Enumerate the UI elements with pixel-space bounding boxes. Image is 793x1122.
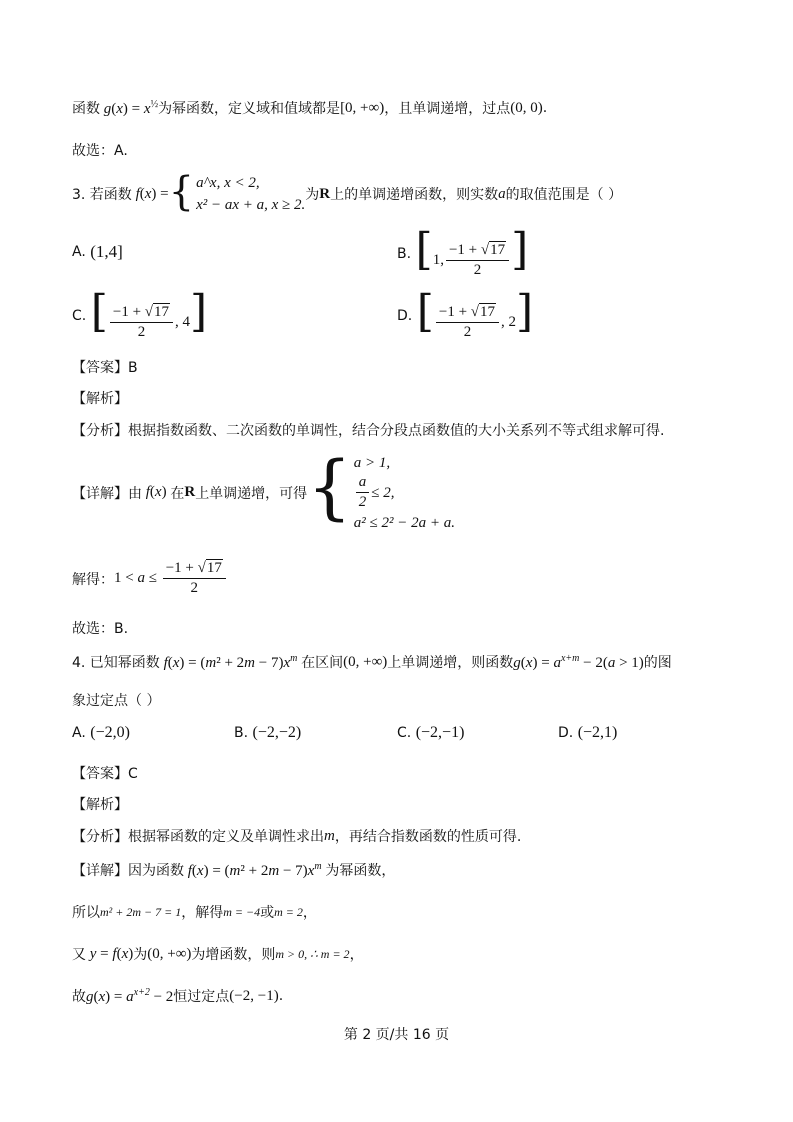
you-line bbox=[72, 944, 364, 964]
gu-line bbox=[72, 986, 283, 1006]
text: 为增函数，则 bbox=[191, 947, 276, 963]
analysis-heading-4: 【解析】 bbox=[72, 797, 128, 813]
solution-range: 1 < a ≤ $\frac{-1 + √17}{2}$ bbox=[114, 560, 228, 598]
root-2: m = 2 bbox=[274, 904, 303, 919]
question-4 bbox=[72, 652, 672, 672]
var-a: a bbox=[498, 185, 506, 202]
option-a bbox=[72, 242, 123, 262]
condition: m > 0, ∴ m = 2 bbox=[275, 946, 350, 961]
text: ，解得 bbox=[181, 905, 224, 921]
option-d bbox=[397, 286, 534, 341]
point: (0, 0) bbox=[510, 99, 543, 116]
option-d bbox=[558, 724, 617, 742]
text: 又 bbox=[72, 947, 86, 963]
text: ，再结合指数函数的性质可得. bbox=[334, 829, 522, 845]
interval: (0, +∞) bbox=[343, 653, 388, 670]
option-b bbox=[397, 224, 529, 279]
analysis-heading-3: 【解析】 bbox=[72, 391, 128, 407]
text: . bbox=[542, 100, 548, 116]
ineq-2: $\frac{a}{2}$ ≤ 2, bbox=[354, 474, 455, 512]
question-3 bbox=[72, 169, 623, 216]
text: 所以 bbox=[72, 905, 100, 921]
text: 【详解】因为函数 bbox=[72, 863, 184, 879]
text: ， bbox=[349, 947, 364, 963]
option-label: A. bbox=[72, 244, 86, 260]
interval: [0, +∞) bbox=[340, 99, 385, 116]
so-line bbox=[72, 902, 317, 922]
option-c bbox=[72, 286, 208, 341]
option-label: C. bbox=[72, 307, 87, 324]
analysis-3: 【分析】根据指数函数、二次函数的单调性，结合分段点函数值的大小关系列不等式组求解可得. bbox=[72, 423, 665, 439]
text: 为幂函数，定义域和值域都是 bbox=[158, 101, 341, 117]
text: 上的单调递增函数，则实数 bbox=[330, 187, 499, 203]
option-c bbox=[397, 724, 464, 742]
text: 的取值范围是（ ） bbox=[505, 187, 623, 203]
q3-number: 3. 若函数 bbox=[72, 187, 132, 203]
real-set: R bbox=[184, 484, 196, 501]
fx: f(x) bbox=[145, 484, 171, 501]
text: 为 bbox=[305, 187, 320, 203]
equation: m² + 2m − 7 = 1 bbox=[100, 904, 182, 919]
page-footer: 第 2 页/共 16 页 bbox=[343, 1027, 450, 1043]
option-value: (−2,−1) bbox=[415, 724, 465, 741]
text: 解得： bbox=[72, 571, 114, 588]
inequality-system: { a > 1, $\frac{a}{2}$ ≤ 2, a² ≤ 2² − 2a + a. bbox=[307, 452, 455, 534]
interval: (0, +∞) bbox=[147, 945, 192, 962]
var-m: m bbox=[324, 827, 335, 844]
y-fx: y = f(x) bbox=[89, 945, 134, 962]
option-label: D. bbox=[558, 725, 574, 741]
text: 在 bbox=[170, 485, 185, 502]
option-value: (−2,−2) bbox=[252, 724, 302, 741]
formula-g: $g(x) = x^{\frac{1}{2}}$ bbox=[103, 98, 159, 117]
question-4-line-2: 象过定点（ ） bbox=[72, 693, 161, 709]
detail-4 bbox=[72, 860, 395, 880]
text: . bbox=[278, 988, 284, 1004]
option-a bbox=[72, 724, 130, 742]
answer-3: 【答案】B bbox=[72, 360, 138, 376]
option-b bbox=[234, 724, 301, 742]
text: 上单调递增，则函数 bbox=[387, 655, 514, 671]
option-value: (−2,1) bbox=[577, 724, 618, 741]
text: 为 bbox=[133, 947, 148, 963]
option-label: B. bbox=[234, 725, 249, 741]
text: 函数 bbox=[72, 101, 100, 117]
text: 故 bbox=[72, 989, 86, 1005]
text: 为幂函数， bbox=[325, 863, 396, 879]
g-fn: $g(x) = a^{x+m} - 2(a > 1)$ bbox=[513, 652, 644, 671]
answer-4: 【答案】C bbox=[72, 766, 138, 782]
option-label: C. bbox=[397, 725, 412, 741]
fixed-point: (−2, −1) bbox=[229, 987, 279, 1004]
text: ，且单调递增，过点 bbox=[384, 101, 511, 117]
piecewise: { a^x, x < 2, x² − ax + a, x ≥ 2. bbox=[168, 169, 306, 215]
case-1: a^x, x < 2, bbox=[196, 175, 260, 191]
text: 恒过定点 bbox=[173, 989, 230, 1005]
case-2: x² − ax + a, x ≥ 2. bbox=[196, 197, 306, 213]
text-line-g-power bbox=[72, 98, 547, 118]
solution-3 bbox=[72, 560, 228, 598]
fx: f(x) = bbox=[135, 185, 169, 202]
ineq-3: a² ≤ 2² − 2a + a. bbox=[353, 514, 455, 531]
option-label: A. bbox=[72, 725, 86, 741]
text: ， bbox=[302, 905, 317, 921]
detail-3 bbox=[72, 446, 455, 534]
ineq-1: a > 1, bbox=[353, 455, 391, 471]
option-value: (−2,0) bbox=[90, 724, 130, 741]
option-value: [1, $\frac{-1 + √17}{2}$ ] bbox=[415, 224, 529, 279]
option-label: D. bbox=[397, 307, 413, 324]
text: 或 bbox=[260, 905, 275, 921]
option-value: (1,4] bbox=[90, 242, 123, 261]
text: 4. 已知幂函数 bbox=[72, 655, 160, 671]
text: 【分析】根据幂函数的定义及单调性求出 bbox=[72, 829, 324, 845]
option-value: [ $\frac{-1 + √17}{2}$ , 2] bbox=[416, 286, 534, 341]
power-fn: $f(x) = (m^2 + 2m - 7)x^m$ bbox=[187, 860, 322, 879]
option-value: [ $\frac{-1 + √17}{2}$ , 4] bbox=[90, 286, 208, 341]
text: 上单调递增，可得 bbox=[195, 485, 308, 502]
root-1: m = −4 bbox=[223, 904, 261, 919]
analysis-4 bbox=[72, 826, 521, 846]
choice-b-line: 故选：B. bbox=[72, 621, 129, 637]
text: 的图 bbox=[643, 655, 672, 671]
g-fn: $g(x) = a^{x+2} - 2$ bbox=[86, 986, 174, 1005]
option-label: B. bbox=[397, 245, 412, 262]
power-fn: $f(x) = (m^2 + 2m - 7)x^m$ bbox=[163, 652, 298, 671]
choice-a-line: 故选：A. bbox=[72, 143, 128, 159]
real-set: R bbox=[319, 185, 331, 202]
text: 在区间 bbox=[301, 655, 344, 671]
text: 【详解】由 bbox=[72, 485, 142, 502]
